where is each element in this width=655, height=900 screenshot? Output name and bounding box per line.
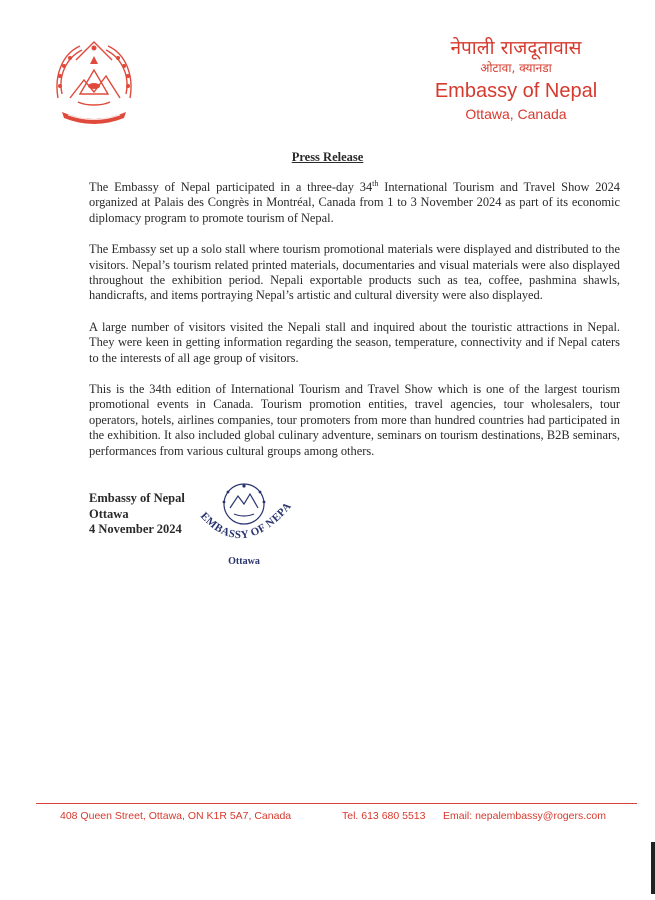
letterhead bbox=[421, 36, 611, 124]
embassy-city-nepali: ओटावा, क्यानडा bbox=[480, 61, 552, 75]
paragraph-1: The Embassy of Nepal participated in a three-day 34th International Tourism and Travel Show 2024 organized at Palais des Congrès in Montréal, Canada from 1 to 3 November 2024 as part of its economic diplomacy program to promote tourism of Nepal. bbox=[89, 178, 621, 225]
paragraph-3: A large number of visitors visited the Nepali stall and inquired about the touristic attractions in Nepal. They were keen in getting information regarding the season, temperature, connectivity and if Nepal caters to the interests of all age group of visitors. bbox=[89, 319, 620, 365]
footer-tel: Tel. 613 680 5513 bbox=[342, 810, 426, 822]
signature-block bbox=[89, 491, 185, 538]
document-title: Press Release bbox=[291, 150, 364, 164]
embassy-name-nepali: नेपाली राजदूतावास bbox=[450, 37, 582, 59]
embassy-name-english: Embassy of Nepal bbox=[434, 80, 598, 102]
paragraph-4: This is the 34th edition of International Tourism and Travel Show which is one of the largest tourism promotional events in Canada. Tourism promotion entities, travel agencies, tour wholesalers, tour operators, hotels, airlines companies, tour promoters from more than hundred countries had participated in the exhibition. It also included global culinary adventure, seminars on tourism destinations, B2B seminars, performances from various cultural groups among others. bbox=[89, 382, 620, 458]
footer-email: Email: nepalembassy@rogers.com bbox=[443, 810, 606, 822]
footer-divider bbox=[36, 803, 637, 804]
stamp-city: Ottawa bbox=[228, 556, 260, 567]
embassy-stamp-icon bbox=[186, 478, 304, 570]
signature-org: Embassy of Nepal bbox=[89, 491, 185, 505]
signature-city: Ottawa bbox=[89, 506, 129, 521]
scan-edge-mark bbox=[651, 842, 655, 894]
footer-address: 408 Queen Street, Ottawa, ON K1R 5A7, Canada bbox=[60, 810, 292, 822]
paragraph-2: The Embassy set up a solo stall where tourism promotional materials were displayed and distributed to the visitors. Nepal’s tourism related printed materials, documentaries and visual materials were also displayed throughout the exhibition period. Nepali exportable products such as tea, coffee, pashmina shawls, handicrafts, and items portraying Nepal’s artistic and cultural diversity were also displayed. bbox=[89, 242, 620, 303]
document-body bbox=[89, 180, 620, 475]
nepal-coat-of-arms-icon bbox=[48, 36, 140, 128]
embassy-city-english: Ottawa, Canada bbox=[465, 106, 567, 122]
signature-date: 4 November 2024 bbox=[89, 522, 182, 536]
svg-text:EMBASSY OF NEPAL: EMBASSY OF NEPA bbox=[197, 500, 294, 542]
